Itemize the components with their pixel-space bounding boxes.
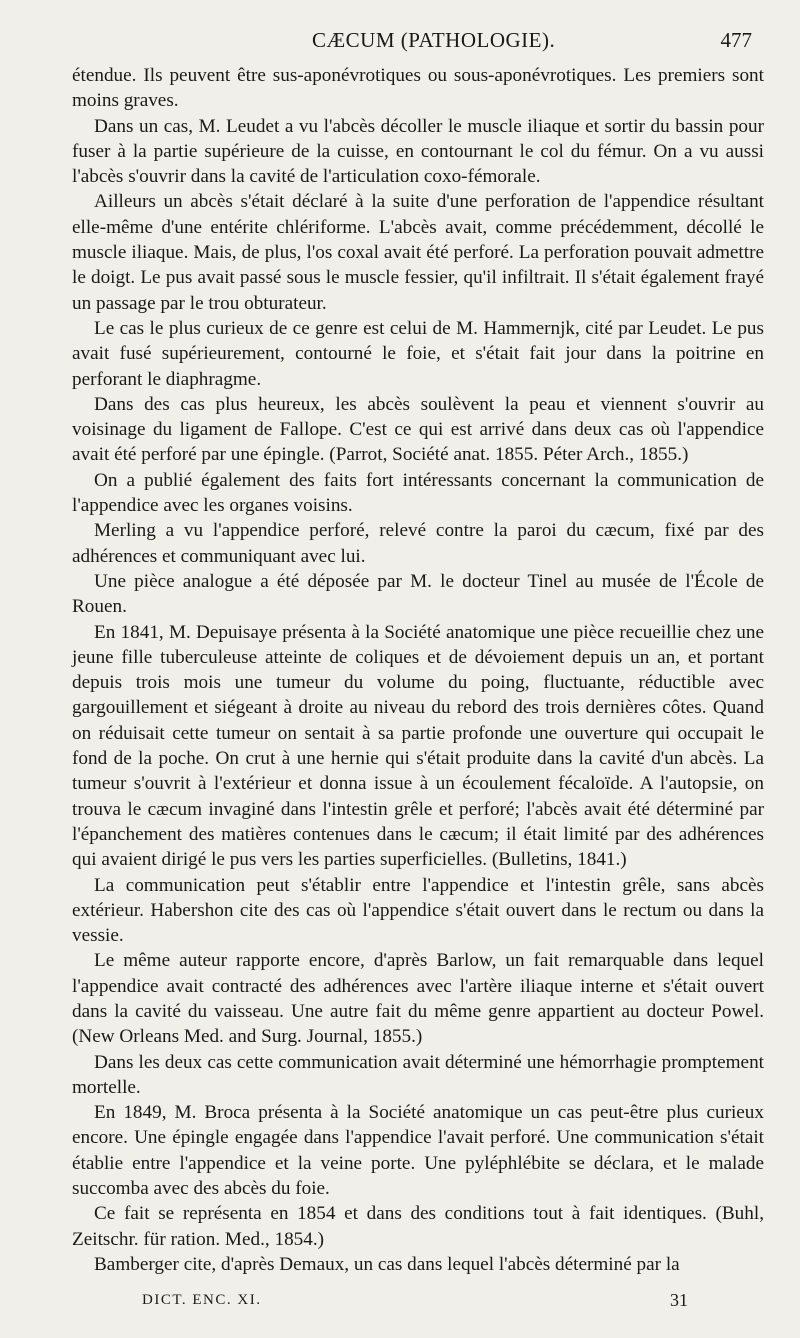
paragraph: En 1849, M. Broca présenta à la Société anatomique un cas peut-être plus curieux encore. Une épingle engagée dans l'appendice l'avait perforé. Une communication s'était établie entre l'appendice et la veine porte. Une pyléphlébite se déclara, et le malade succomba avec des abcès du foie. — [72, 1102, 764, 1200]
running-title: CÆCUM (PATHOLOGIE). — [312, 28, 556, 52]
paragraph: Le même auteur rapporte encore, d'après Barlow, un fait remarquable dans lequel l'appendice avait contracté des adhérences avec l'artère iliaque interne et s'était ouvert dans la cavité du vaisseau. Une autre fait du même genre appartient au docteur Powel. (New Orleans Med. and Surg. Journal, 1855.) — [72, 950, 764, 1048]
paragraph: Le cas le plus curieux de ce genre est celui de M. Hammernjk, cité par Leudet. Le pus avait fusé supérieurement, contourné le foie, et s'était fait jour dans la poitrine en perforant le diaphragme. — [72, 317, 764, 390]
sheet-number: 31 — [670, 1290, 688, 1310]
footer-signature: DICT. ENC. XI. — [142, 1292, 262, 1308]
paragraph: Bamberger cite, d'après Demaux, un cas dans lequel l'abcès déterminé par la — [94, 1253, 680, 1275]
paragraph: En 1841, M. Depuisaye présenta à la Société anatomique une pièce recueillie chez une jeune fille tuberculeuse atteinte de coliques et de dévoiement depuis un an, et portant depuis trois mois une tumeur du volume du poing, fluctuante, réductible avec gargouillement et siégeant à droite au niveau du rebord des trois dernières côtes. Quand on réduisait cette tumeur on sentait à sa partie profonde une ouverture qui occupait le fond de la poche. On crut à une hernie qui s'était produite dans la cavité d'un abcès. La tumeur s'ouvrit à l'extérieur et donna issue à un écoulement fécaloïde. A l'autopsie, on trouva le cæcum invaginé dans l'intestin grêle et perforé; l'abcès avait été déterminé par l'épanchement des matières contenues dans le cæcum; il était limité par des adhérences qui avaient dirigé le pus vers les parties superficielles. (Bulletins, 1841.) — [72, 621, 764, 871]
paragraph: La communication peut s'établir entre l'appendice et l'intestin grêle, sans abcès extérieur. Habershon cite des cas où l'appendice s'était ouvert dans le rectum ou dans la vessie. — [72, 874, 764, 947]
paragraph: Dans un cas, M. Leudet a vu l'abcès décoller le muscle iliaque et sortir du bassin pour fuser à la partie supérieure de la cuisse, en contournant le col du fémur. On a vu aussi l'abcès s'ouvrir dans la cavité de l'articulation coxo-fémorale. — [72, 115, 764, 188]
paragraph: Ce fait se représenta en 1854 et dans des conditions tout à fait identiques. (Buhl, Zeitschr. für ration. Med., 1854.) — [72, 1203, 764, 1250]
body-text — [72, 63, 764, 1277]
running-head — [0, 28, 800, 58]
paragraph: Merling a vu l'appendice perforé, relevé contre la paroi du cæcum, fixé par des adhérences et communiquant avec lui. — [72, 520, 764, 567]
paragraph: Ailleurs un abcès s'était déclaré à la suite d'une perforation de l'appendice résultant elle-même d'une entérite chlériforme. L'abcès avait, comme précédemment, décollé le muscle iliaque. Mais, de plus, l'os coxal avait été perforé. La perforation pouvait admettre le doigt. Le pus avait passé sous le muscle fessier, qu'il infiltrait. Il s'était également frayé un passage par le trou obturateur. — [72, 191, 764, 314]
paragraph: Dans des cas plus heureux, les abcès soulèvent la peau et viennent s'ouvrir au voisinage du ligament de Fallope. C'est ce qui est arrivé dans deux cas où l'appendice avait été perforé par une épingle. (Parrot, Société anat. 1855. Péter Arch., 1855.) — [72, 393, 764, 466]
paragraph: Une pièce analogue a été déposée par M. le docteur Tinel au musée de l'École de Rouen. — [72, 570, 764, 618]
paragraph: On a publié également des faits fort intéressants concernant la communication de l'appendice avec les organes voisins. — [72, 469, 764, 517]
page-footer — [0, 1290, 800, 1316]
paragraph: Dans les deux cas cette communication avait déterminé une hémorrhagie promptement mortelle. — [72, 1051, 764, 1098]
paragraph: étendue. Ils peuvent être sus-aponévrotiques ou sous-aponévrotiques. Les premiers sont moins graves. — [72, 65, 764, 112]
page-number: 477 — [720, 28, 752, 52]
